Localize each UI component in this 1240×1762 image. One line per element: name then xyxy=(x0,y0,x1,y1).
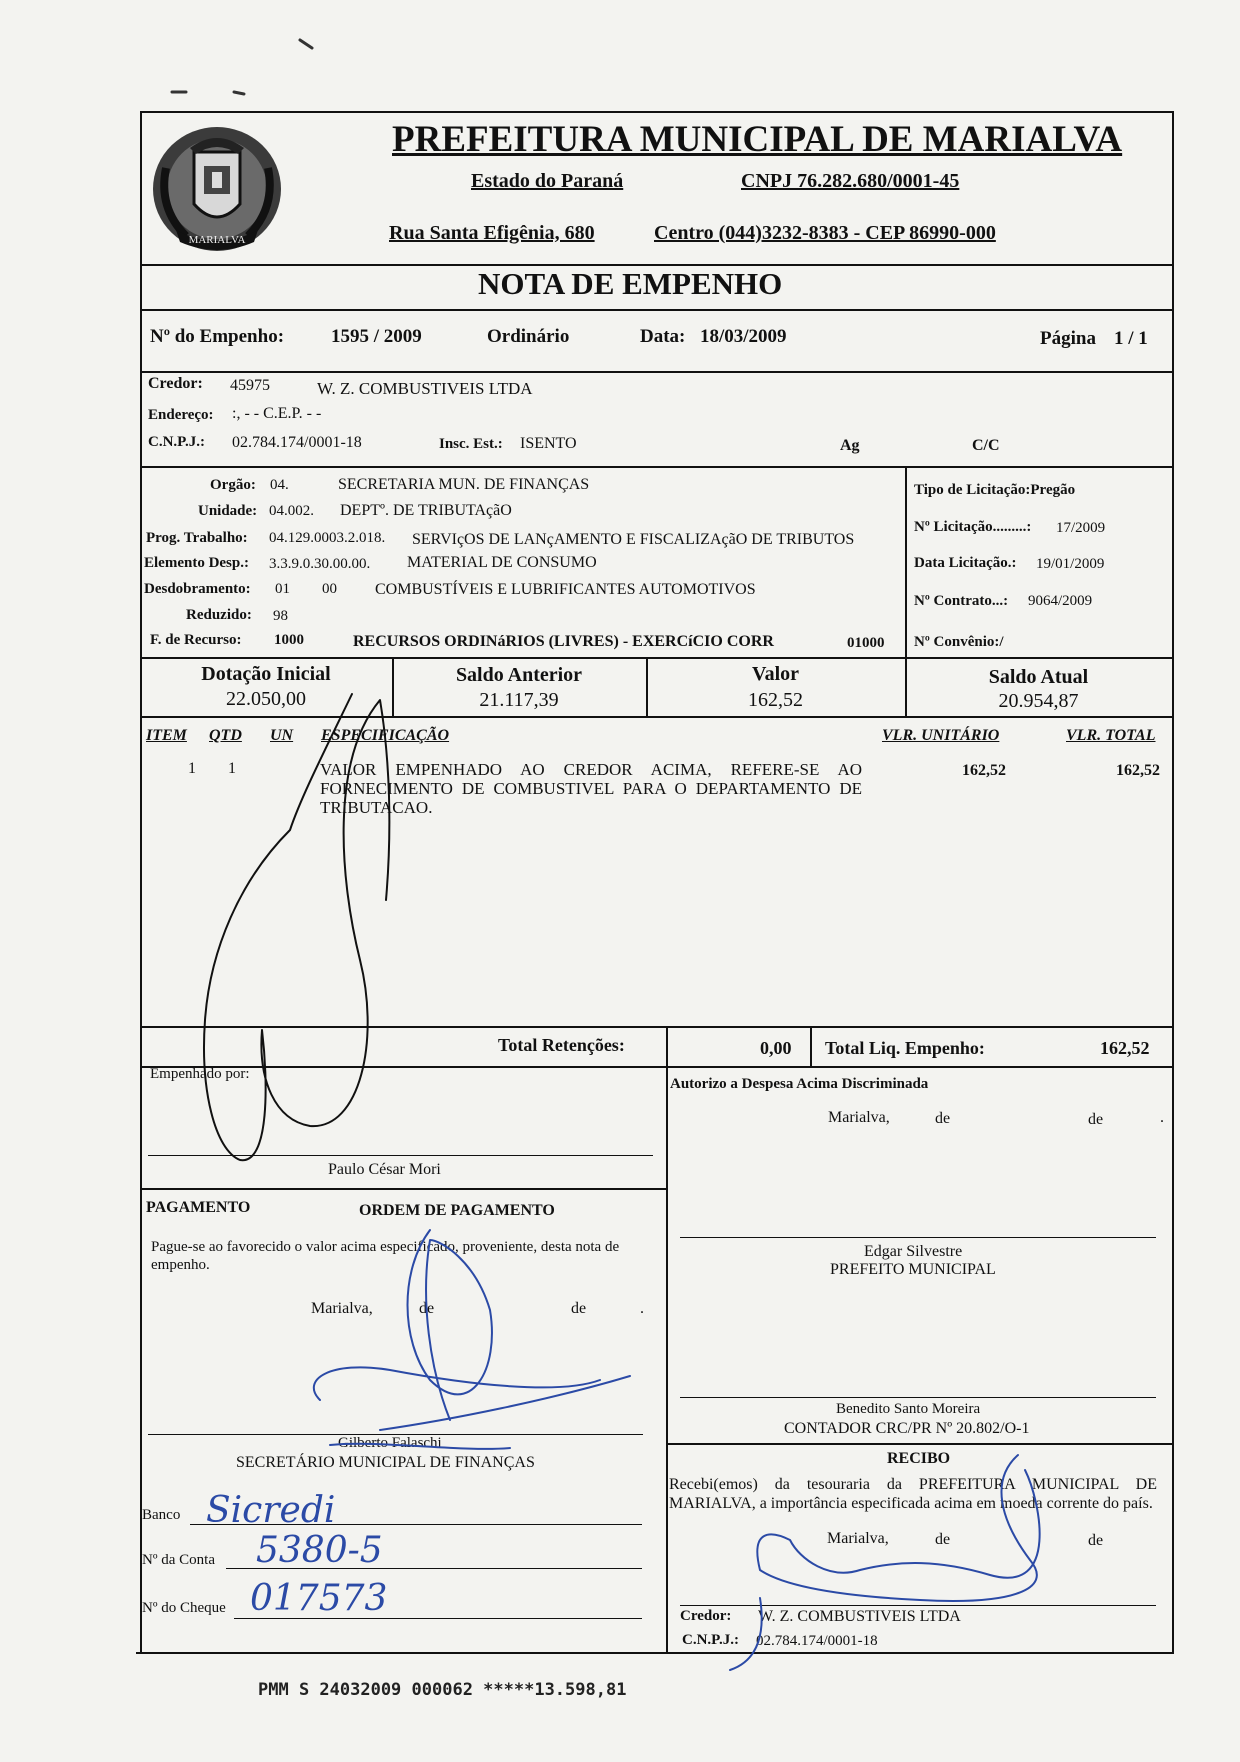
valor-value: 162,52 xyxy=(748,689,803,711)
frame-top xyxy=(140,111,1174,113)
saldo-anterior-label: Saldo Anterior xyxy=(455,664,583,686)
retencoes-value: 0,00 xyxy=(760,1038,792,1058)
recibo-de-2: de xyxy=(1088,1532,1104,1549)
licitacao-data-label: Data Licitação.: xyxy=(914,555,1017,571)
unidade-label: Unidade: xyxy=(198,503,258,519)
autorizo-de-1: de xyxy=(935,1110,951,1127)
empenho-type: Ordinário xyxy=(487,326,570,347)
item-qtd: 1 xyxy=(228,760,236,777)
conta-handwritten: 5380-5 xyxy=(256,1530,383,1571)
licitacao-numero-value: 17/2009 xyxy=(1056,520,1106,536)
unidade-code: 04.002. xyxy=(269,503,314,519)
frame-right xyxy=(1172,111,1174,1652)
banco-handwritten: Sicredi xyxy=(206,1490,336,1531)
contrato-label: Nº Contrato...: xyxy=(914,593,1009,609)
cnpj-value: 02.784.174/0001-18 xyxy=(232,434,362,451)
licitacao-numero-label: Nº Licitação.........: xyxy=(914,519,1032,535)
credor-name: W. Z. COMBUSTIVEIS LTDA xyxy=(317,379,533,398)
liquido-label: Total Liq. Empenho: xyxy=(825,1038,985,1058)
liquido-value: 162,52 xyxy=(1100,1038,1150,1058)
dotacao-label: Dotação Inicial xyxy=(201,663,331,685)
recibo-title: RECIBO xyxy=(887,1450,951,1467)
orgao-label: Orgão: xyxy=(210,477,256,493)
elemento-code: 3.3.9.0.30.00.00. xyxy=(269,556,371,572)
cheque-handwritten: 017573 xyxy=(250,1578,388,1619)
item-especificacao: VALOR EMPENHADO AO CREDOR ACIMA, REFERE-SE AO FORNECIMENTO DE COMBUSTIVEL PARA O DEPARTAMENTO DE TRIBUTACAO. xyxy=(320,760,862,817)
pagamento-de-1: de xyxy=(419,1300,435,1317)
col-vlr-total: VLR. TOTAL xyxy=(1066,727,1156,744)
licitacao-data-value: 19/01/2009 xyxy=(1036,556,1105,572)
elemento-name: MATERIAL DE CONSUMO xyxy=(407,554,597,571)
page-label: Página xyxy=(1040,328,1096,349)
saldo-anterior-value: 21.117,39 xyxy=(479,689,559,711)
convenio-label: Nº Convênio:/ xyxy=(914,634,1004,650)
credor-code: 45975 xyxy=(230,377,270,394)
valor-label: Valor xyxy=(751,663,800,685)
item-number: 1 xyxy=(188,760,196,777)
municipality-title: PREFEITURA MUNICIPAL DE MARIALVA xyxy=(392,119,1123,160)
footer-stamp: PMM S 24032009 000062 *****13.598,81 xyxy=(258,1680,627,1700)
prog-name: SERVIçOS DE LANçAMENTO E FISCALIZAçãO DE TRIBUTOS xyxy=(412,531,855,548)
date-label: Data: xyxy=(640,326,686,347)
item-vlr-total: 162,52 xyxy=(1116,762,1160,779)
secretario-name: Gilberto Falaschi xyxy=(338,1435,442,1451)
credor-label: Credor: xyxy=(148,375,203,392)
cheque-label: Nº do Cheque xyxy=(142,1600,226,1616)
frame-left xyxy=(140,111,142,1652)
retencoes-label: Total Retenções: xyxy=(498,1035,625,1055)
municipality-cnpj: CNPJ 76.282.680/0001-45 xyxy=(741,170,960,192)
autorizo-dot: . xyxy=(1160,1109,1164,1126)
recibo-credor-value: W. Z. COMBUSTIVEIS LTDA xyxy=(758,1608,961,1625)
item-vlr-unitario: 162,52 xyxy=(962,762,1006,779)
prog-code: 04.129.0003.2.018. xyxy=(269,530,386,546)
endereco-label: Endereço: xyxy=(148,407,214,423)
secretario-title: SECRETÁRIO MUNICIPAL DE FINANÇAS xyxy=(236,1454,535,1471)
saldo-atual-value: 20.954,87 xyxy=(998,690,1079,712)
recurso-suffix: 01000 xyxy=(847,635,885,651)
prefeito-name: Edgar Silvestre xyxy=(864,1243,963,1260)
recurso-name: RECURSOS ORDINáRIOS (LIVRES) - EXERCíCIO CORR xyxy=(353,633,774,650)
recibo-de-1: de xyxy=(935,1531,951,1548)
recurso-code: 1000 xyxy=(274,632,304,648)
document-title: NOTA DE EMPENHO xyxy=(478,266,783,301)
empenhado-label: Empenhado por: xyxy=(150,1066,250,1082)
recibo-text: Recebi(emos) da tesouraria da PREFEITURA MUNICIPAL DE MARIALVA, a importância especificada acima em moeda corrente do país. xyxy=(669,1476,1157,1512)
date-value: 18/03/2009 xyxy=(700,326,787,347)
endereco-value: :, - - C.E.P. - - xyxy=(232,405,322,422)
address-street: Rua Santa Efigênia, 680 xyxy=(389,222,595,244)
pagamento-label: PAGAMENTO xyxy=(146,1199,251,1216)
orgao-code: 04. xyxy=(270,477,289,493)
pagamento-text: Pague-se ao favorecido o valor acima especificado, proveniente, desta nota de empenho. xyxy=(151,1239,620,1273)
recibo-cnpj-value: 02.784.174/0001-18 xyxy=(756,1633,878,1649)
stamp-tick-marks xyxy=(172,40,312,94)
cc-label: C/C xyxy=(972,437,1000,454)
cnpj-label: C.N.P.J.: xyxy=(148,434,205,450)
frame-bottom xyxy=(136,1652,1174,1654)
ag-label: Ag xyxy=(840,437,860,454)
autorizo-city: Marialva, xyxy=(828,1109,890,1126)
col-vlr-unitario: VLR. UNITÁRIO xyxy=(882,727,1000,744)
saldo-atual-label: Saldo Atual xyxy=(988,666,1089,688)
recibo-cnpj-label: C.N.P.J.: xyxy=(682,1632,739,1648)
empenhado-name: Paulo César Mori xyxy=(328,1161,441,1178)
col-qtd: QTD xyxy=(209,727,242,744)
crest-banner-text: MARIALVA xyxy=(188,234,246,246)
reduzido-value: 98 xyxy=(273,608,288,624)
insc-value: ISENTO xyxy=(520,435,577,452)
autorizo-label: Autorizo a Despesa Acima Discriminada xyxy=(670,1076,929,1092)
prefeito-title: PREFEITO MUNICIPAL xyxy=(830,1261,996,1278)
address-details: Centro (044)3232-8383 - CEP 86990-000 xyxy=(654,222,996,244)
empenho-label: Nº do Empenho: xyxy=(150,326,285,347)
desdobramento-name: COMBUSTÍVEIS E LUBRIFICANTES AUTOMOTIVOS xyxy=(375,581,756,598)
conta-label: Nº da Conta xyxy=(142,1552,215,1568)
pagamento-de-2: de xyxy=(571,1300,587,1317)
banco-label: Banco xyxy=(142,1507,181,1523)
col-un: UN xyxy=(270,727,294,744)
pagamento-city: Marialva, xyxy=(311,1300,373,1317)
empenho-number: 1595 / 2009 xyxy=(331,326,422,347)
ordem-label: ORDEM DE PAGAMENTO xyxy=(359,1202,555,1219)
reduzido-label: Reduzido: xyxy=(186,607,252,623)
prog-label: Prog. Trabalho: xyxy=(146,530,248,546)
desdobramento-code-1: 01 xyxy=(275,581,290,597)
crest-logo xyxy=(146,118,288,260)
state-name: Estado do Paraná xyxy=(471,170,624,192)
recurso-label: F. de Recurso: xyxy=(150,632,242,648)
dotacao-value: 22.050,00 xyxy=(226,688,306,710)
autorizo-de-2: de xyxy=(1088,1111,1104,1128)
elemento-label: Elemento Desp.: xyxy=(144,555,249,571)
orgao-name: SECRETARIA MUN. DE FINANÇAS xyxy=(338,476,590,493)
unidade-name: DEPTº. DE TRIBUTAçãO xyxy=(340,502,512,519)
contrato-value: 9064/2009 xyxy=(1028,593,1093,609)
contador-title: CONTADOR CRC/PR Nº 20.802/O-1 xyxy=(784,1420,1030,1437)
col-item: ITEM xyxy=(146,727,187,744)
desdobramento-code-2: 00 xyxy=(322,581,337,597)
pagamento-dot: . xyxy=(640,1300,644,1317)
page-number: 1 / 1 xyxy=(1114,328,1148,349)
recibo-city: Marialva, xyxy=(827,1530,889,1547)
col-especificacao: ESPECIFICAÇÃO xyxy=(321,727,450,744)
desdobramento-label: Desdobramento: xyxy=(144,581,251,597)
recibo-credor-label: Credor: xyxy=(680,1608,732,1624)
licitacao-tipo: Tipo de Licitação:Pregão xyxy=(914,482,1076,498)
contador-name: Benedito Santo Moreira xyxy=(836,1401,981,1417)
insc-label: Insc. Est.: xyxy=(439,436,503,452)
